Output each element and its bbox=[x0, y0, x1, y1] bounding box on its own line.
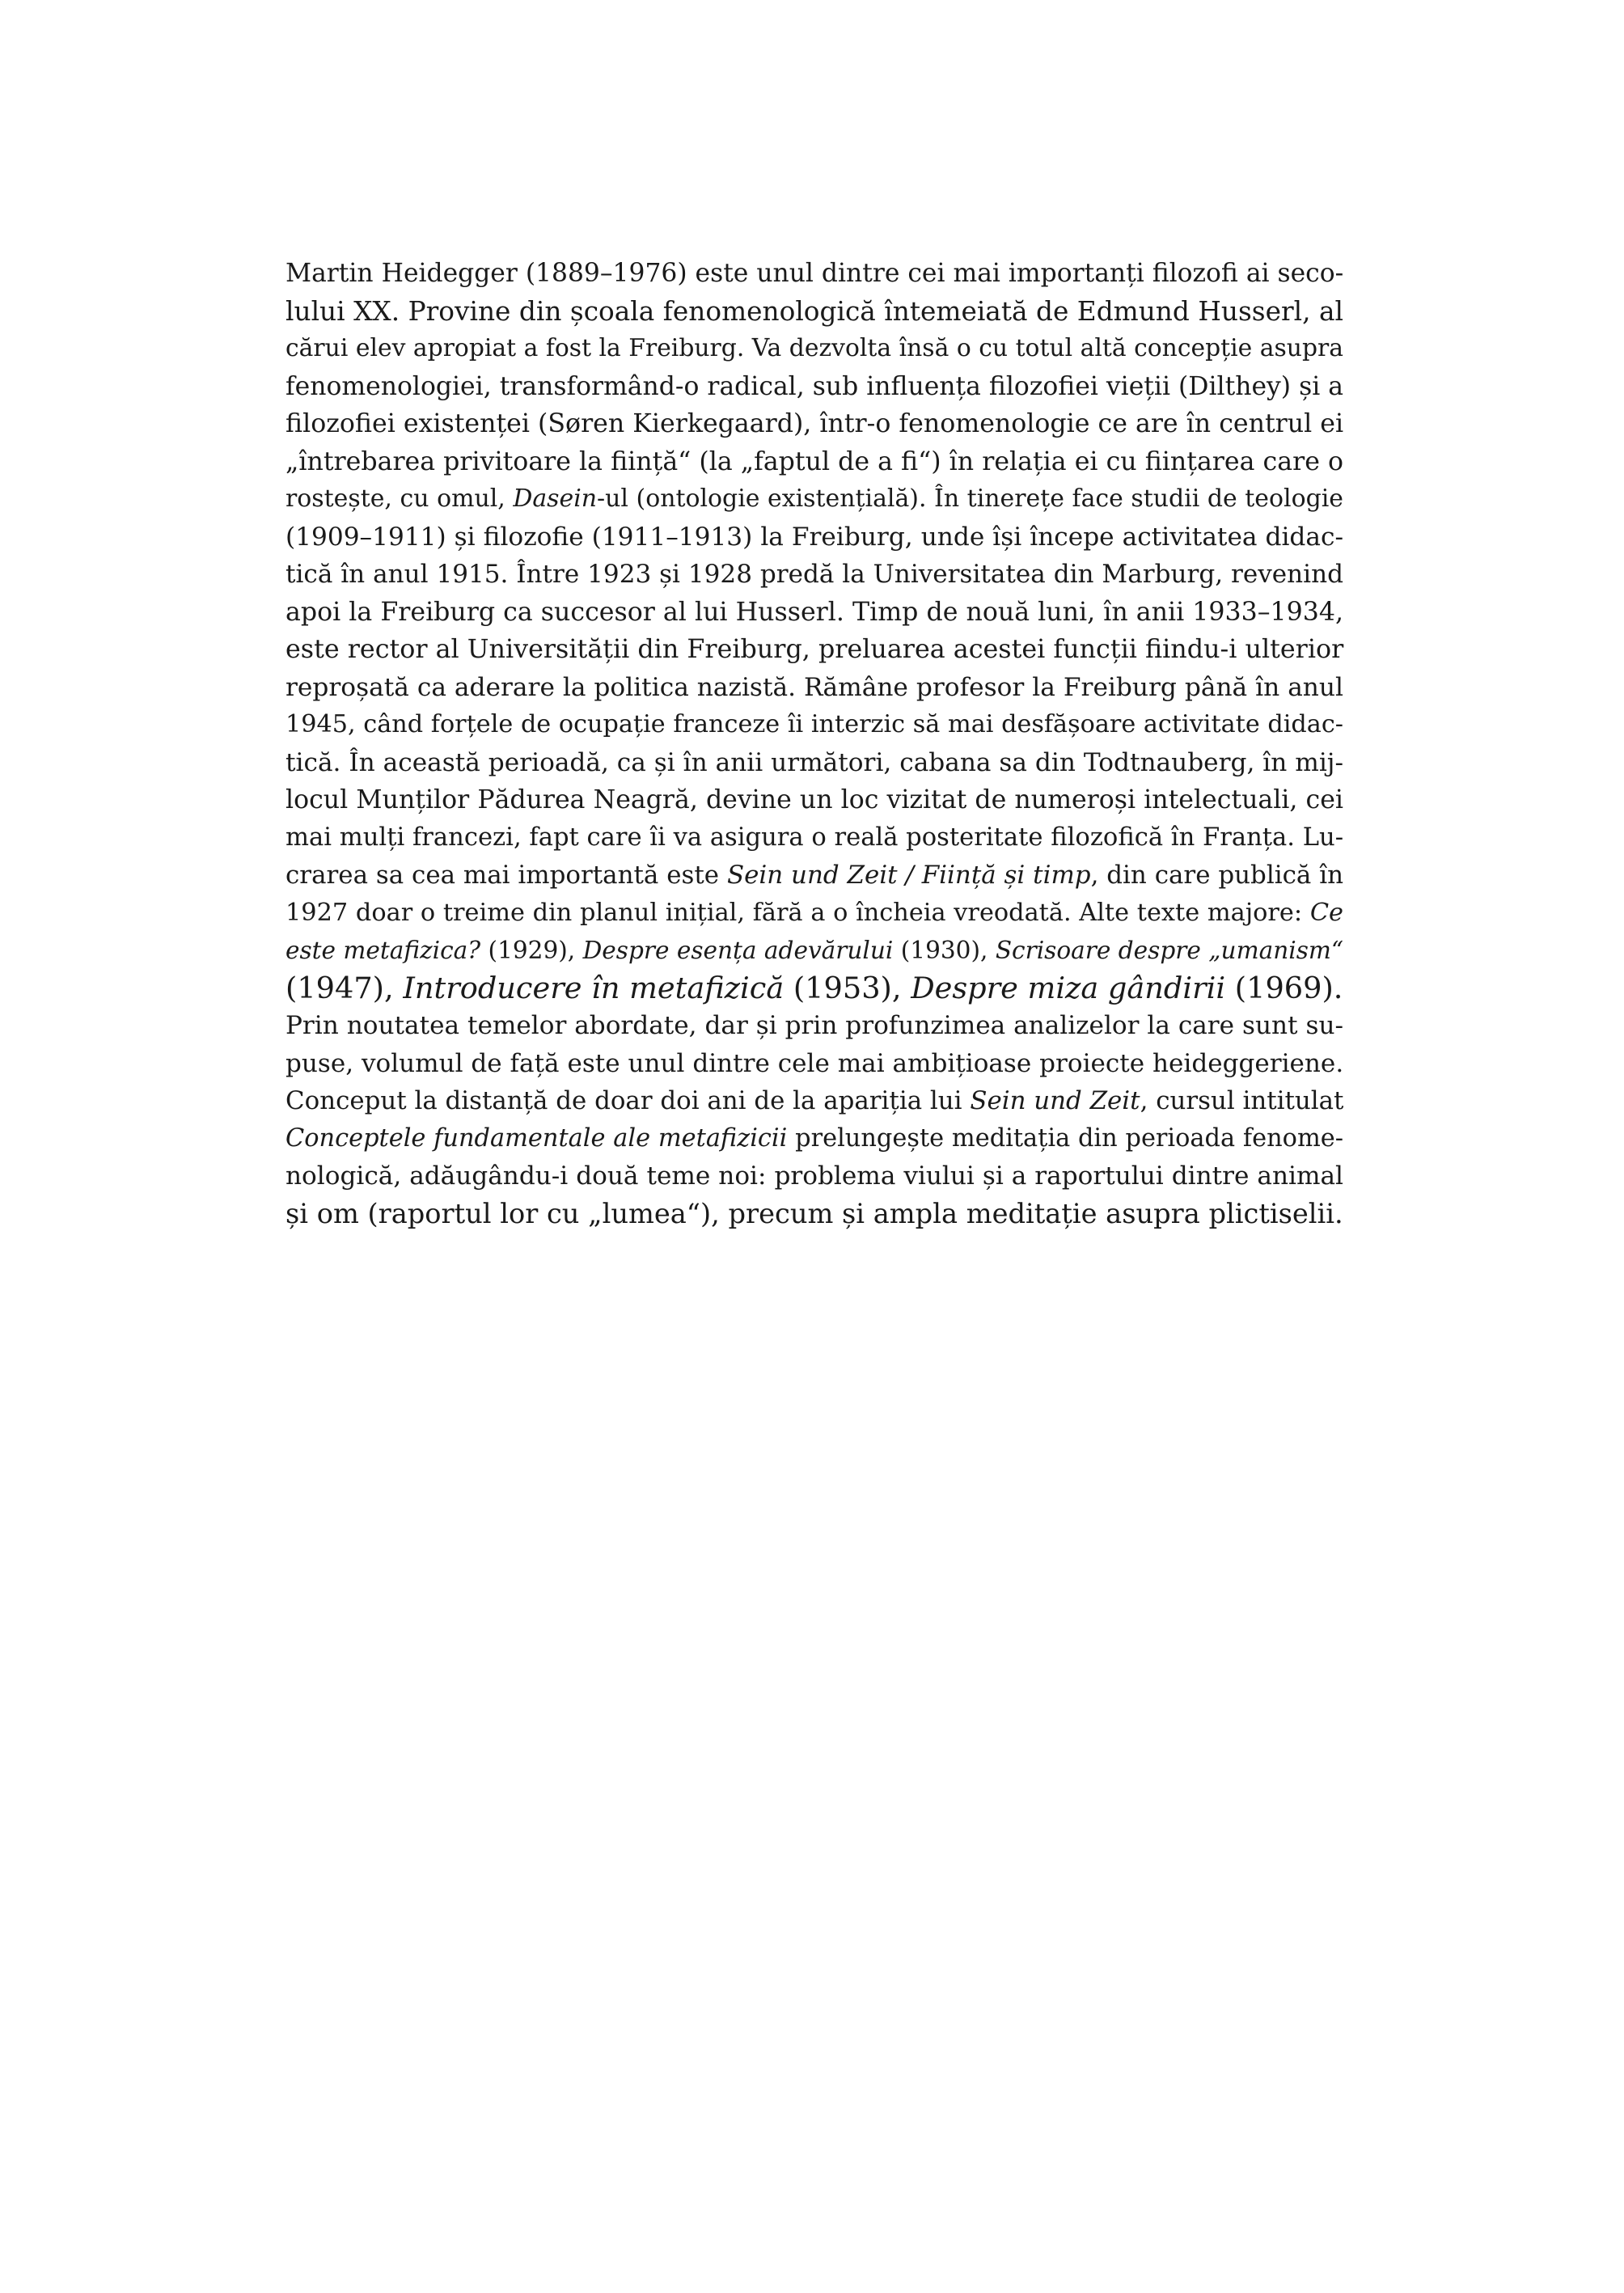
text-run: crarea sa cea mai importantă este bbox=[285, 861, 727, 890]
italic-title: Sein und Zeit / Ființă și timp bbox=[726, 861, 1091, 890]
paragraph bbox=[285, 1007, 1343, 1233]
text-run: (1953), bbox=[784, 970, 911, 1005]
text-run: este rector al Universității din Freiburg, preluarea acestei funcții fiindu-i ulterior bbox=[285, 635, 1344, 664]
text-line bbox=[285, 255, 1343, 293]
italic-title: Conceptele fundamentale ale metafizicii bbox=[285, 1123, 788, 1153]
text-line bbox=[285, 518, 1343, 556]
italic-title: este metafizica? bbox=[285, 937, 481, 964]
text-line bbox=[285, 932, 1343, 970]
text-line bbox=[285, 556, 1343, 594]
text-run: -ul (ontologie existențială). În tinerețe face studii de teologie bbox=[597, 484, 1343, 513]
italic-title: Dasein bbox=[513, 484, 598, 513]
text-run: mai mulți francezi, fapt care îi va asigura o reală posteritate filozofică în Franța. Lu- bbox=[285, 823, 1344, 852]
text-run: fenomenologiei, transformând-o radical, sub influența filozofiei vieții (Dilthey) și a bbox=[285, 371, 1343, 401]
italic-title: Despre miza gândirii bbox=[911, 970, 1226, 1005]
text-line bbox=[285, 1157, 1343, 1195]
italic-title: Introducere în metafizică bbox=[403, 970, 785, 1005]
text-line bbox=[285, 1195, 1343, 1233]
text-line bbox=[285, 744, 1343, 782]
text-run: nologică, adăugându-i două teme noi: problema viului și a raportului dintre animal bbox=[285, 1161, 1343, 1191]
text-run: cărui elev apropiat a fost la Freiburg. Va dezvolta însă o cu totul altă concepție asupra bbox=[285, 334, 1343, 362]
text-run: (1947), bbox=[285, 970, 404, 1005]
italic-title: Scrisoare despre „umanism“ bbox=[995, 937, 1343, 964]
text-run: și om (raportul lor cu „lumea“), precum și ampla meditație asupra plictiselii. bbox=[285, 1197, 1343, 1229]
text-line bbox=[285, 1045, 1343, 1083]
text-line bbox=[285, 330, 1343, 368]
italic-title: Sein und Zeit bbox=[970, 1086, 1140, 1115]
paragraph bbox=[285, 255, 1343, 1007]
text-run: reproșată ca aderare la politica nazistă. Rămâne profesor la Freiburg până în anul bbox=[285, 672, 1343, 702]
text-run: , cursul intitulat bbox=[1140, 1086, 1344, 1115]
text-line bbox=[285, 1082, 1343, 1120]
text-line bbox=[285, 857, 1343, 895]
italic-title: Despre esența adevărului bbox=[582, 937, 894, 964]
text-run: tică. În această perioadă, ca și în anii următori, cabana sa din Todtnauberg, în mij- bbox=[285, 747, 1343, 777]
text-run: apoi la Freiburg ca succesor al lui Husserl. Timp de nouă luni, în anii 1933–1934, bbox=[285, 597, 1343, 627]
text-run: „întrebarea privitoare la ființă“ (la „faptul de a fi“) în relația ei cu ființarea care o bbox=[285, 446, 1343, 476]
text-line bbox=[285, 970, 1343, 1008]
text-line bbox=[285, 706, 1343, 744]
body-text bbox=[285, 255, 1343, 1233]
text-run: tică în anul 1915. Între 1923 și 1928 predă la Universitatea din Marburg, revenind bbox=[285, 560, 1343, 589]
text-line bbox=[285, 781, 1343, 819]
text-line bbox=[285, 1120, 1343, 1158]
text-run: puse, volumul de față este unul dintre cele mai ambițioase proiecte heideggeriene. bbox=[285, 1048, 1344, 1078]
text-run: 1945, când forțele de ocupație franceze îi interzic să mai desfășoare activitate didac- bbox=[285, 710, 1343, 738]
text-line bbox=[285, 480, 1343, 518]
text-run: 1927 doar o treime din planul inițial, fără a o încheia vreodată. Alte texte majore: bbox=[285, 898, 1310, 927]
text-run: Martin Heidegger (1889–1976) este unul dintre cei mai importanți filozofi ai seco- bbox=[285, 259, 1344, 288]
text-line bbox=[285, 1007, 1343, 1045]
text-line bbox=[285, 819, 1343, 857]
italic-title: Ce bbox=[1309, 898, 1343, 927]
text-run: filozofiei existenței (Søren Kierkegaard), într-o fenomenologie ce are în centrul ei bbox=[285, 409, 1344, 438]
text-run: , din care publică în bbox=[1090, 861, 1343, 890]
text-run: prelungește meditația din perioada fenome- bbox=[787, 1123, 1344, 1153]
text-line bbox=[285, 405, 1343, 443]
text-run: (1930), bbox=[893, 937, 996, 964]
text-run: lului XX. Provine din școala fenomenologică întemeiată de Edmund Husserl, al bbox=[285, 295, 1343, 327]
text-line bbox=[285, 293, 1343, 331]
text-run: rostește, cu omul, bbox=[285, 484, 514, 513]
text-run: (1969). bbox=[1225, 970, 1343, 1005]
text-run: locul Munților Pădurea Neagră, devine un loc vizitat de numeroși intelectuali, cei bbox=[285, 785, 1343, 814]
text-run: (1909–1911) și filozofie (1911–1913) la Freiburg, unde își începe activitatea didac- bbox=[285, 522, 1343, 552]
text-line bbox=[285, 368, 1343, 406]
text-line bbox=[285, 895, 1343, 933]
text-run: Prin noutatea temelor abordate, dar și prin profunzimea analizelor la care sunt su- bbox=[285, 1011, 1343, 1040]
text-line bbox=[285, 631, 1343, 669]
text-run: Conceput la distanță de doar doi ani de la apariția lui bbox=[285, 1086, 971, 1115]
text-line bbox=[285, 594, 1343, 632]
text-line bbox=[285, 443, 1343, 481]
text-line bbox=[285, 669, 1343, 707]
text-run: (1929), bbox=[480, 937, 583, 964]
